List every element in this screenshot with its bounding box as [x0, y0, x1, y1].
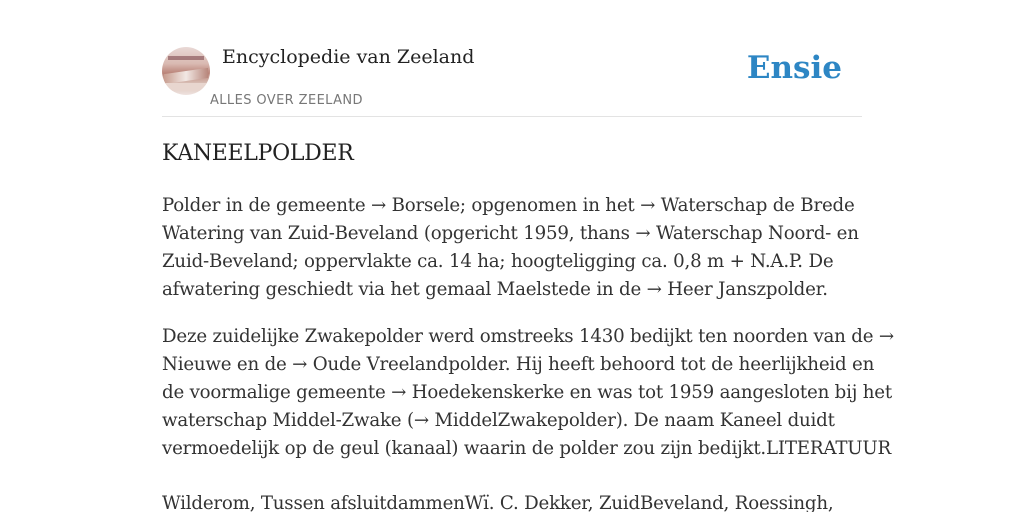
- text-line: Wilderom, Tussen afsluitdammenWï. C. Dekker, ZuidBeveland, Roessingh,: [162, 493, 834, 512]
- cross-reference-link[interactable]: → MiddelZwakepolder: [413, 410, 616, 431]
- text-line: waterschap Middel-Zwake (→ MiddelZwakepolder). De naam Kaneel duidt: [162, 410, 835, 431]
- entry-title: KANEELPOLDER: [162, 141, 354, 166]
- text-line: Zuid-Beveland; oppervlakte ca. 14 ha; hoogteligging ca. 0,8 m + N.A.P. De: [162, 251, 834, 272]
- cross-reference-link[interactable]: → Heer Janszpolder: [646, 279, 823, 300]
- cross-reference-link[interactable]: → Waterschap Noord- en: [635, 223, 859, 244]
- text-line: Nieuwe en de → Oude Vreelandpolder. Hij heeft behoord tot de heerlijkheid en: [162, 354, 875, 375]
- text-line: afwatering geschiedt via het gemaal Maelstede in de → Heer Janszpolder.: [162, 279, 828, 300]
- cross-reference-link[interactable]: →: [878, 326, 894, 347]
- content-container: [162, 0, 894, 512]
- text-line: vermoedelijk op de geul (kanaal) waarin de polder zou zijn bedijkt.LITERATUUR: [162, 438, 891, 459]
- site-avatar[interactable]: [162, 47, 210, 95]
- cross-reference-link[interactable]: Nieuwe: [162, 354, 232, 375]
- cross-reference-link[interactable]: → Borsele: [371, 195, 460, 216]
- entry-paragraph-1: [162, 192, 862, 304]
- cross-reference-link[interactable]: → Oude Vreelandpolder: [292, 354, 505, 375]
- cross-reference-link[interactable]: Watering van Zuid-Beveland: [162, 223, 419, 244]
- entry-paragraph-2: [162, 323, 894, 463]
- ensie-logo-link[interactable]: Ensie: [746, 50, 842, 86]
- entry-paragraph-3: [162, 490, 862, 512]
- avatar-detail: [168, 56, 204, 60]
- site-header: [162, 0, 862, 117]
- text-line: Watering van Zuid-Beveland (opgericht 1959, thans → Waterschap Noord- en: [162, 223, 859, 244]
- avatar-detail: [164, 68, 208, 84]
- site-title-link[interactable]: Encyclopedie van Zeeland: [222, 46, 475, 68]
- avatar-detail: [162, 83, 210, 91]
- text-line: de voormalige gemeente → Hoedekenskerke en was tot 1959 aangesloten bij het: [162, 382, 892, 403]
- text-line: Deze zuidelijke Zwakepolder werd omstreeks 1430 bedijkt ten noorden van de →: [162, 326, 894, 347]
- cross-reference-link[interactable]: → Hoedekenskerke: [391, 382, 565, 403]
- cross-reference-link[interactable]: → Waterschap de Brede: [640, 195, 855, 216]
- cross-reference-link[interactable]: Zuid-Beveland: [162, 251, 293, 272]
- text-line: Polder in de gemeente → Borsele; opgenomen in het → Waterschap de Brede: [162, 195, 855, 216]
- site-subtitle: ALLES OVER ZEELAND: [210, 93, 363, 108]
